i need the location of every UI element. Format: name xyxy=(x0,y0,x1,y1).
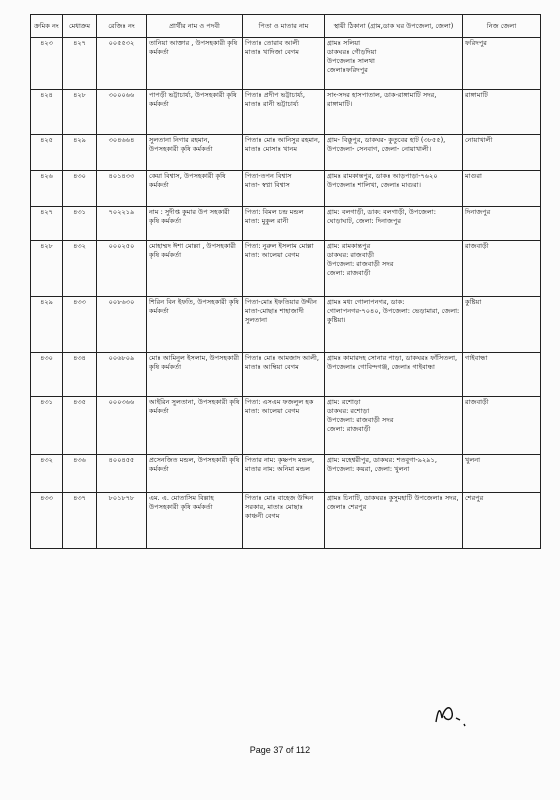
serial-cell: ৪৩০ xyxy=(31,353,63,397)
table-row xyxy=(31,135,541,171)
table-row xyxy=(31,353,541,397)
parent-line: পিতা: বিমল চন্দ্র মন্ডল xyxy=(245,208,304,216)
name-cell: নাম : সুদীপ্ত কুমার উপ সহকারী কৃষি কর্মকর্তা xyxy=(147,207,243,241)
district-cell: রাজবাড়ী xyxy=(463,241,541,297)
parent-line: পিতাঃ তোরাব আলী xyxy=(245,39,300,47)
address-cell xyxy=(325,171,463,207)
name-cell: এম. এ. মোতাসিম বিল্লাহ উপসহকারী কৃষি কর্মকর্তা xyxy=(147,493,243,549)
district-cell: মাগুরা xyxy=(463,171,541,207)
merit-cell: ৪৩৭ xyxy=(63,493,97,549)
address-line: জেলাঃফরিদপুর xyxy=(327,66,368,74)
district-cell: রাঙ্গামাটি xyxy=(463,90,541,135)
reg-cell: ৩০০০৬৬ xyxy=(97,90,147,135)
district-cell: কুষ্টিয়া xyxy=(463,297,541,353)
address-line: জেলা: রাজবাড়ী xyxy=(327,425,371,433)
address-line: গ্রাম: রামকান্তপুর xyxy=(327,242,371,250)
district-cell: খুলনা xyxy=(463,455,541,493)
merit-cell: ৪২৭ xyxy=(63,38,97,90)
signature xyxy=(430,700,480,730)
merit-cell: ৪৩৬ xyxy=(63,455,97,493)
table-row xyxy=(31,455,541,493)
reg-cell: ৪০০৪৫৫ xyxy=(97,455,147,493)
parent-line: পিতা: নুরুল ইসলাম মোল্লা xyxy=(245,242,314,250)
serial-cell: ৪২৯ xyxy=(31,297,63,353)
table-row xyxy=(31,38,541,90)
name-cell: আইরিন সুলতানা, উপসহকারী কৃষি কর্মকর্তা xyxy=(147,397,243,455)
name-cell: মোহাম্মদ ঈশা মোল্লা , উপসহকারী কৃষি কর্মকর্তা xyxy=(147,241,243,297)
address-line: গ্রামঃ সলিয়া xyxy=(327,39,361,47)
col-address: স্থায়ী ঠিকানা (গ্রাম,ডাক ঘর উপজেলা, জেলা) xyxy=(325,15,463,38)
district-cell: রাজবাড়ী xyxy=(463,397,541,455)
merit-cell: ৪২৮ xyxy=(63,90,97,135)
address-line: গ্রামঃ চিনাটি, ডাকঘরঃ কুসুমহাটি উপজেলাঃ সদর, জেলাঃ শেরপুর xyxy=(327,494,459,511)
parent-line: মাতা: আলেয়া বেগম xyxy=(245,251,300,259)
table-row xyxy=(31,171,541,207)
address-line: গ্রাম: মহেশ্বরীপুর, ডাকঘর: শতবুগা-৯২৯১, উপজেলা: কয়রা, জেলা: খুলনা xyxy=(327,456,437,473)
merit-cell: ৪২৯ xyxy=(63,135,97,171)
name-cell: তানিয়া আক্তার , উপসহকারী কৃষি কর্মকর্তা xyxy=(147,38,243,90)
address-cell xyxy=(325,90,463,135)
parents-cell xyxy=(243,493,325,549)
reg-cell: ০০০২৫০ xyxy=(97,241,147,297)
parent-line: মাতাঃ রানী ভট্টাচার্য্য xyxy=(245,100,299,108)
address-line: ডাকঘরঃ গৌড়দিয়া xyxy=(327,48,377,56)
address-line: ডাকঘর: রাজবাড়ী xyxy=(327,251,375,259)
merit-cell: ৪৩২ xyxy=(63,241,97,297)
parent-line: মাতা- স্বপ্না বিশ্বাস xyxy=(245,181,290,189)
table-row xyxy=(31,90,541,135)
reg-cell: ৩০৪৬৬৪ xyxy=(97,135,147,171)
table-row xyxy=(31,397,541,455)
address-line: উপজেলা: রাজবাড়ী সদর xyxy=(327,260,394,268)
parent-line: পিতা-তপন বিশ্বাস xyxy=(245,172,292,180)
district-cell: দিনাজপুর xyxy=(463,207,541,241)
address-cell xyxy=(325,455,463,493)
page-number: Page 37 of 112 xyxy=(249,745,311,755)
name-cell: সুলতানা নিগার রহমান, উপসহকারী কৃষি কর্মকর্তা xyxy=(147,135,243,171)
col-serial: ক্রমিক নং xyxy=(31,15,63,38)
table-row xyxy=(31,241,541,297)
serial-cell: ৪২৫ xyxy=(31,135,63,171)
address-line: গ্রামঃ কামারদহ সোনার পাড়া, ডাকঘরঃ ফাঁসিতলা, উপজেলাঃ গোবিন্দগঞ্জ, জেলাঃ গাইবান্ধা xyxy=(327,354,458,371)
parents-cell xyxy=(243,90,325,135)
address-cell xyxy=(325,353,463,397)
serial-cell: ৪২৬ xyxy=(31,171,63,207)
address-line: জেলা: রাজবাড়ী xyxy=(327,269,371,277)
col-reg: রেজিঃ নং xyxy=(97,15,147,38)
parents-cell xyxy=(243,397,325,455)
reg-cell: ০০০৩৬৬ xyxy=(97,397,147,455)
name-cell: পাপড়ী ভট্টাচার্য্য, উপসহকারী কৃষি কর্মকর্তা xyxy=(147,90,243,135)
address-line: গ্রাম: বলগাড়ী, ডাক: বলগাড়ী, উপজেলা: ঘোড়াঘাট, জেলা: দিনাজপুর xyxy=(327,208,436,225)
col-merit: মেধাক্রম xyxy=(63,15,97,38)
merit-cell: ৪৩১ xyxy=(63,207,97,241)
address-cell xyxy=(325,135,463,171)
serial-cell: ৪৩১ xyxy=(31,397,63,455)
address-line: গ্রাম- বিক্কুপুর, ডাকঘর- কুতুবের হাট (৩৮৫৫), উপজেলা- সেনবাগ, জেলা- নোয়াখালী। xyxy=(327,136,446,153)
parent-line: পিতাঃ মোঃ বাহেজ উদ্দিন সরকার, মাতাঃ মোছাঃ কাঞ্চনী বেগম xyxy=(245,494,314,520)
reg-cell: ৪০১৪৩৩ xyxy=(97,171,147,207)
merit-cell: ৪৩৫ xyxy=(63,397,97,455)
address-cell xyxy=(325,207,463,241)
header-row xyxy=(31,15,541,38)
name-cell: মোঃ আমিনুল ইসলাম, উপসহকারী কৃষি কর্মকর্তা xyxy=(147,353,243,397)
parents-cell xyxy=(243,207,325,241)
serial-cell: ৪৩৩ xyxy=(31,493,63,549)
parent-line: মাতার নাম: অনিমা মন্ডল xyxy=(245,465,311,473)
district-cell: গাইবান্ধা xyxy=(463,353,541,397)
table-row xyxy=(31,207,541,241)
address-line: গ্রাম: রশোড়া xyxy=(327,398,361,406)
reg-cell: ০০৮৬৩০ xyxy=(97,297,147,353)
address-cell xyxy=(325,241,463,297)
table-row xyxy=(31,493,541,549)
address-line: উপজেলা: রাজবাড়ী সদর xyxy=(327,416,394,424)
parents-cell xyxy=(243,241,325,297)
reg-cell: ৭০২২১৯ xyxy=(97,207,147,241)
parent-line: মাতা: আলেয়া বেগম xyxy=(245,407,300,415)
serial-cell: ৪৩২ xyxy=(31,455,63,493)
col-parents: পিতা ও মাতার নাম xyxy=(243,15,325,38)
reg-cell: ৮০১৮৭৮ xyxy=(97,493,147,549)
address-line: উপজেলাঃ সালথা xyxy=(327,57,375,65)
serial-cell: ৪২৭ xyxy=(31,207,63,241)
parents-cell xyxy=(243,353,325,397)
serial-cell: ৪২৪ xyxy=(31,90,63,135)
parent-line: পিতা: এসএম ফজলুল হক xyxy=(245,398,314,406)
merit-cell: ৪৩৪ xyxy=(63,353,97,397)
address-line: ডাকঘর: রশোড়া xyxy=(327,407,370,415)
parent-line: পিতাঃ প্রদীপ ভট্টাচার্য্য, xyxy=(245,91,305,99)
parent-line: মাতাঃ খাদিজা বেগম xyxy=(245,48,299,56)
parent-line: পিতাঃ মোঃ আমজাদ আলী, মাতাঃ আম্বিয়া বেগম xyxy=(245,354,320,371)
parents-cell xyxy=(243,297,325,353)
parents-cell xyxy=(243,135,325,171)
district-cell: শেরপুর xyxy=(463,493,541,549)
parents-cell xyxy=(243,38,325,90)
district-cell: নোয়াখালী xyxy=(463,135,541,171)
address-cell xyxy=(325,38,463,90)
serial-cell: ৪২৮ xyxy=(31,241,63,297)
reg-cell: ০০৬৮০৯ xyxy=(97,353,147,397)
parent-line: পিতাঃ মোঃ আনিসুর রহমান, মাতাঃ মোসাঃ খানম xyxy=(245,136,320,153)
address-line: গ্রামঃ মধ্য গোলাপনগর, ডাক: গোলাপনগর-৭০৪০, উপজেলা: ভেড়ামারা, জেলা: কুষ্টিয়া। xyxy=(327,298,460,324)
serial-cell: ৪২৩ xyxy=(31,38,63,90)
district-cell: ফরিদপুর xyxy=(463,38,541,90)
parent-line: পিতার নাম: কৃষ্ণপদ মন্ডল, xyxy=(245,456,315,464)
address-cell xyxy=(325,397,463,455)
name-cell: প্রসেনজিত মন্ডল, উপসহকারী কৃষি কর্মকর্তা xyxy=(147,455,243,493)
parents-cell xyxy=(243,455,325,493)
address-cell xyxy=(325,297,463,353)
name-cell: শিরিন বিন ইফতি, উপসহকারী কৃষি কর্মকর্তা xyxy=(147,297,243,353)
col-name: প্রার্থীর নাম ও পদবী xyxy=(147,15,243,38)
name-cell: কেয়া বিশ্বাস, উপসহকারী কৃষি কর্মকর্তা xyxy=(147,171,243,207)
col-district: নিজ জেলা xyxy=(463,15,541,38)
table-row xyxy=(31,297,541,353)
parent-line: পিতা-মোঃ ইফতিয়ার উদ্দীন মাতা-মোছাঃ শাহাজাদী সুলতানা xyxy=(245,298,317,324)
address-line: গ্রামঃ রামকান্তপুর, ডাকঃ আড়পাড়া-৭৬২০ উপজেলাঃ শালিখা, জেলাঃ মাগুরা। xyxy=(327,172,438,189)
parent-line: মাতা: মুকুল রানী xyxy=(245,217,289,225)
reg-cell: ০০৫৫৩২ xyxy=(97,38,147,90)
candidate-table xyxy=(30,14,541,549)
merit-cell: ৪৩৩ xyxy=(63,297,97,353)
address-cell xyxy=(325,493,463,549)
merit-cell: ৪৩০ xyxy=(63,171,97,207)
address-line: সাং-সদর হাসপাতাল, ডাক-রাঙ্গামাটি সদর, রাঙ্গামাটি। xyxy=(327,91,437,108)
parents-cell xyxy=(243,171,325,207)
